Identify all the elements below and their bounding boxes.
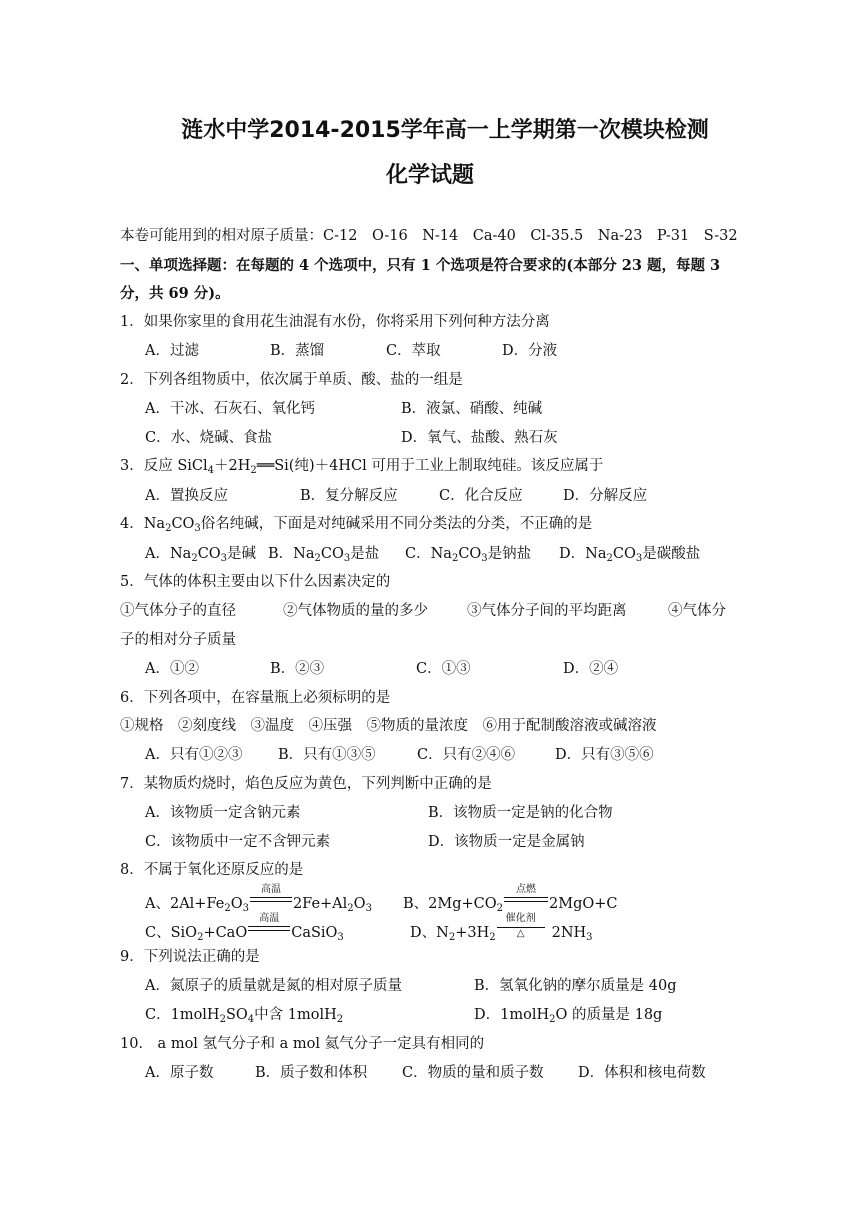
q6-items: ①规格 ②刻度线 ③温度 ④压强 ⑤物质的量浓度 ⑥用于配制酸溶液或碱溶液 xyxy=(120,718,657,734)
q4-option-b: B．$Na_2CO_3$是盐 xyxy=(268,546,380,564)
question-2-stem: 2．下列各组物质中，依次属于单质、酸、盐的一组是 xyxy=(120,372,463,388)
q1-option-d: D．分液 xyxy=(502,343,558,359)
q10-option-b: B．质子数和体积 xyxy=(255,1065,368,1081)
q8-option-d: D、$N_2+3H_2$ 催化剂 △ $2NH_3$ xyxy=(410,913,593,943)
question-4-stem: 4．$Na_2CO_3$俗名纯碱，下面是对纯碱采用不同分类法的分类，不正确的是 xyxy=(120,516,593,534)
q2-option-b: B．液氯、硝酸、纯碱 xyxy=(401,401,543,417)
q4-option-d: D．$Na_2CO_3$是碳酸盐 xyxy=(559,546,701,564)
q9-option-b: B．氢氧化钠的摩尔质量是 40g xyxy=(474,978,677,994)
q9-option-c: C．$1molH_2SO_4$中含 1molH$_2$ xyxy=(145,1007,344,1025)
q10-option-d: D．体积和核电荷数 xyxy=(578,1065,706,1081)
question-3-stem: 3．反应 $SiCl_4+2H_2══Si$(纯)＋4HCl 可用于工业上制取纯硅。该反应属于 xyxy=(120,458,604,476)
q6-option-d: D．只有③⑤⑥ xyxy=(555,747,654,763)
reaction-arrow: 高温 xyxy=(250,890,292,910)
q6-option-a: A．只有①②③ xyxy=(145,747,243,763)
q4-option-c: C．$Na_2CO_3$是钠盐 xyxy=(405,546,532,564)
q6-option-c: C．只有②④⑥ xyxy=(417,747,516,763)
question-6-stem: 6．下列各项中，在容量瓶上必须标明的是 xyxy=(120,690,391,706)
q10-option-c: C．物质的量和质子数 xyxy=(402,1065,544,1081)
q3-option-c: C．化合反应 xyxy=(439,488,523,504)
q7-option-b: B．该物质一定是钠的化合物 xyxy=(428,805,613,821)
q2-option-d: D．氧气、盐酸、熟石灰 xyxy=(401,430,558,446)
q2-option-c: C．水、烧碱、食盐 xyxy=(145,430,273,446)
q5-option-b: B．②③ xyxy=(270,661,325,677)
q9-option-d: D．1molH$_2$O 的质量是 18g xyxy=(474,1007,663,1025)
reversible-arrow: 催化剂 △ xyxy=(497,919,545,939)
reaction-arrow: 高温 xyxy=(248,919,290,939)
q9-option-a: A．氮原子的质量就是氮的相对原子质量 xyxy=(145,978,402,994)
q8-option-b: B、$2Mg+CO_2$ 点燃 2MgO+C xyxy=(403,884,618,914)
question-10-stem: 10． a mol 氢气分子和 a mol 氦气分子一定具有相同的 xyxy=(120,1036,485,1052)
section-heading-line2: 分，共 69 分)。 xyxy=(120,285,230,302)
page-title: 涟水中学2014-2015学年高一上学期第一次模块检测 xyxy=(181,118,709,143)
question-1-stem: 1．如果你家里的食用花生油混有水份，你将采用下列何种方法分离 xyxy=(120,314,550,330)
q2-option-a: A．干冰、石灰石、氧化钙 xyxy=(145,401,315,417)
section-heading-line1: 一、单项选择题：在每题的 4 个选项中，只有 1 个选项是符合要求的(本部分 23 题，每题 3 xyxy=(120,257,721,274)
reaction-arrow: 点燃 xyxy=(504,890,548,910)
q3-option-a: A．置换反应 xyxy=(145,488,228,504)
q5-option-a: A．①② xyxy=(145,661,199,677)
q8-option-a: A、$2Al+Fe_2O_3$ 高温 $2Fe+Al_2O_3$ xyxy=(145,884,372,914)
q3-option-d: D．分解反应 xyxy=(563,488,648,504)
question-7-stem: 7．某物质灼烧时，焰色反应为黄色，下列判断中正确的是 xyxy=(120,776,492,792)
q6-option-b: B．只有①③⑤ xyxy=(278,747,376,763)
q1-option-b: B．蒸馏 xyxy=(270,343,325,359)
q5-item-4: ④气体分 xyxy=(668,603,726,619)
q1-option-a: A．过滤 xyxy=(145,343,199,359)
question-9-stem: 9．下列说法正确的是 xyxy=(120,949,260,965)
q3-option-b: B．复分解反应 xyxy=(300,488,398,504)
q10-option-a: A．原子数 xyxy=(145,1065,214,1081)
atomic-mass-note: 本卷可能用到的相对原子质量：C-12 O-16 N-14 Ca-40 Cl-35.5 Na-23 P-31 S-32 xyxy=(120,228,738,244)
q1-option-c: C．萃取 xyxy=(386,343,441,359)
q4-option-a: A．$Na_2CO_3$是碱 xyxy=(145,546,257,564)
q5-item-2: ②气体物质的量的多少 xyxy=(283,603,428,619)
q7-option-a: A．该物质一定含钠元素 xyxy=(145,805,301,821)
q5-item-4-cont: 子的相对分子质量 xyxy=(120,632,236,648)
q5-item-3: ③气体分子间的平均距离 xyxy=(467,603,627,619)
q5-item-1: ①气体分子的直径 xyxy=(120,603,236,619)
q5-option-d: D．②④ xyxy=(563,661,619,677)
q8-option-c: C、SiO$_2$+CaO 高温 CaSiO$_3$ xyxy=(145,913,344,943)
question-8-stem: 8．不属于氧化还原反应的是 xyxy=(120,862,304,878)
q7-option-c: C．该物质中一定不含钾元素 xyxy=(145,834,331,850)
q7-option-d: D．该物质一定是金属钠 xyxy=(428,834,585,850)
q5-option-c: C．①③ xyxy=(416,661,471,677)
question-5-stem: 5．气体的体积主要由以下什么因素决定的 xyxy=(120,574,391,590)
page-subtitle: 化学试题 xyxy=(385,163,474,188)
